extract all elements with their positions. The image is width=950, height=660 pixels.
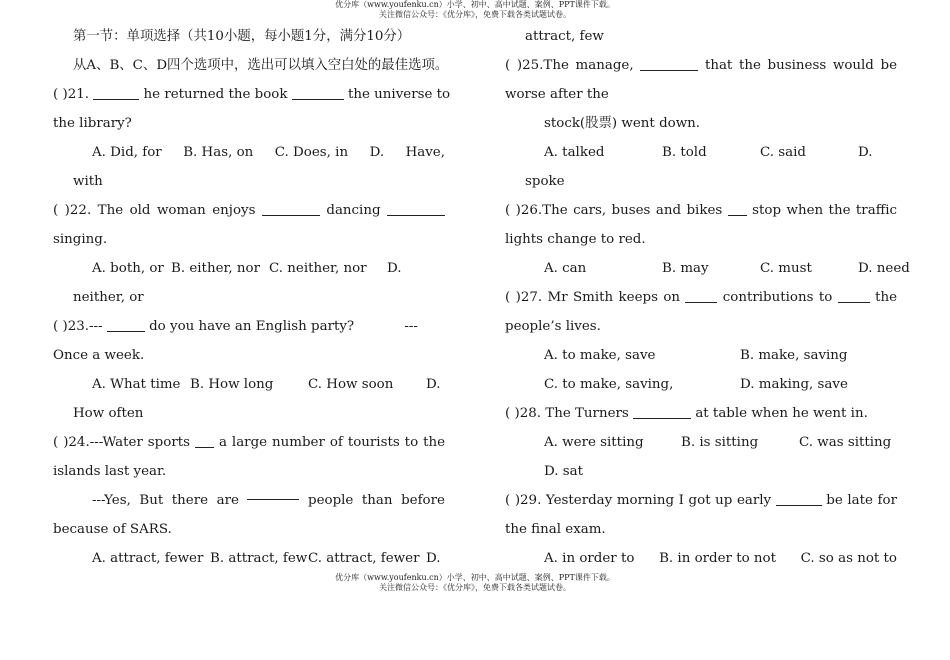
option-c: C. so as not to — [800, 551, 897, 566]
page-footer — [0, 573, 950, 593]
answer-blank[interactable] — [387, 202, 445, 216]
option-c: C. must — [760, 261, 812, 276]
question-24-cont: islands last year. — [53, 464, 167, 479]
option-a: A. to make, save — [544, 348, 656, 363]
answer-blank[interactable] — [262, 202, 320, 216]
question-24: ( )24.---Water sports a large number of tourists to the — [53, 435, 446, 450]
option-d: D. need — [858, 261, 910, 276]
option-a: A. What time — [92, 377, 181, 392]
question-29: ( )29. Yesterday morning I got up early be late for — [505, 493, 897, 508]
option-b: B. in order to not — [659, 551, 776, 566]
page-header — [0, 0, 950, 20]
question-27-options-ab — [505, 341, 897, 370]
option-d: D. — [426, 551, 441, 566]
question-23-cont: Once a week. — [53, 348, 145, 363]
option-c: C. said — [760, 145, 806, 160]
question-28-option-d: D. sat — [544, 464, 584, 479]
option-a: A. talked — [544, 145, 605, 160]
question-21: ( )21. he returned the book the universe to — [53, 87, 451, 102]
question-29-cont: the final exam. — [505, 522, 606, 537]
question-25-options — [505, 138, 897, 167]
question-21-options — [53, 138, 445, 167]
footer-line-1: 优分库（www.youfenku.cn）小学、初中、高中试题、案例、PPT课件下载。 — [335, 573, 615, 582]
answer-blank[interactable] — [292, 86, 344, 100]
question-28: ( )28. The Turners at table when he went in. — [505, 406, 868, 421]
option-d-text: Have, — [405, 145, 445, 160]
option-b: B. told — [662, 145, 707, 160]
option-a: A. both, or — [92, 261, 164, 276]
question-28-options-abc — [505, 428, 897, 457]
footer-line-2: 关注微信公众号：《优分库》，免费下载各类试题试卷。 — [379, 583, 571, 592]
question-27-options-cd — [505, 370, 897, 399]
option-a: A. can — [544, 261, 587, 276]
question-25-option-wrap: spoke — [525, 174, 565, 189]
left-column — [53, 22, 451, 573]
option-c: C. attract, fewer — [308, 551, 420, 566]
question-24-options — [53, 544, 445, 573]
option-b: B. How long — [190, 377, 274, 392]
header-line-1: 优分库（www.youfenku.cn）小学、初中、高中试题、案例、PPT课件下载。 — [335, 0, 615, 9]
option-b: B. make, saving — [740, 348, 848, 363]
option-b: B. Has, on — [183, 145, 254, 160]
question-22-option-wrap: neither, or — [73, 290, 144, 305]
question-24-option-wrap: attract, few — [525, 29, 604, 44]
option-b: B. either, nor — [171, 261, 261, 276]
question-27: ( )27. Mr Smith keeps on contributions to the — [505, 290, 898, 305]
option-c: C. was sitting — [799, 435, 892, 450]
option-d: D. — [369, 145, 385, 160]
question-25-cont-2: stock(股票) went down. — [544, 116, 701, 131]
section-instruction: 从A、B、C、D四个选项中，选出可以填入空白处的最佳选项。 — [73, 58, 449, 73]
answer-blank[interactable] — [838, 289, 870, 303]
option-a: A. Did, for — [92, 145, 162, 160]
answer-blank[interactable] — [640, 57, 698, 71]
question-25-cont: worse after the — [505, 87, 609, 102]
option-b: B. attract, few — [210, 551, 308, 566]
question-23-option-wrap: How often — [73, 406, 144, 421]
question-21-cont: the library? — [53, 116, 132, 131]
question-29-options — [505, 544, 897, 573]
option-a: A. were sitting — [544, 435, 644, 450]
question-23-options — [53, 370, 445, 399]
option-c: C. neither, nor — [269, 261, 367, 276]
option-d: D. — [387, 261, 402, 276]
option-d: D. — [858, 145, 873, 160]
header-line-2: 关注微信公众号：《优分库》，免费下载各类试题试卷。 — [379, 10, 571, 19]
option-d: D. making, save — [740, 377, 848, 392]
question-24-reply: ---Yes, But there are people than before — [53, 486, 445, 515]
answer-blank[interactable] — [685, 289, 717, 303]
option-b: B. may — [662, 261, 709, 276]
option-a: A. attract, fewer — [92, 551, 204, 566]
question-22-cont: singing. — [53, 232, 108, 247]
question-26-options — [505, 254, 910, 283]
answer-blank[interactable] — [633, 405, 691, 419]
question-22: ( )22. The old woman enjoys dancing — [53, 196, 445, 225]
option-d: D. — [426, 377, 441, 392]
answer-blank[interactable] — [247, 486, 299, 500]
answer-blank[interactable] — [776, 492, 822, 506]
question-27-cont: people’s lives. — [505, 319, 601, 334]
option-c: C. Does, in — [274, 145, 349, 160]
answer-blank[interactable] — [93, 86, 139, 100]
option-b: B. is sitting — [681, 435, 759, 450]
option-a: A. in order to — [544, 551, 635, 566]
question-23: ( )23.--- do you have an English party? --- — [53, 319, 418, 334]
answer-blank[interactable] — [728, 202, 747, 216]
right-column — [505, 22, 910, 573]
question-26-cont: lights change to red. — [505, 232, 646, 247]
section-title: 第一节：单项选择（共10小题，每小题1分，满分10分） — [73, 29, 411, 44]
answer-blank[interactable] — [107, 318, 145, 332]
question-24-reply-cont: because of SARS. — [53, 522, 172, 537]
option-c: C. How soon — [308, 377, 394, 392]
question-25: ( )25.The manage, that the business would be — [505, 58, 898, 73]
question-21-option-wrap: with — [73, 174, 103, 189]
question-22-options — [53, 254, 445, 283]
question-26: ( )26.The cars, buses and bikes stop when the traffic — [505, 203, 897, 218]
answer-blank[interactable] — [195, 434, 214, 448]
option-c: C. to make, saving, — [544, 377, 674, 392]
